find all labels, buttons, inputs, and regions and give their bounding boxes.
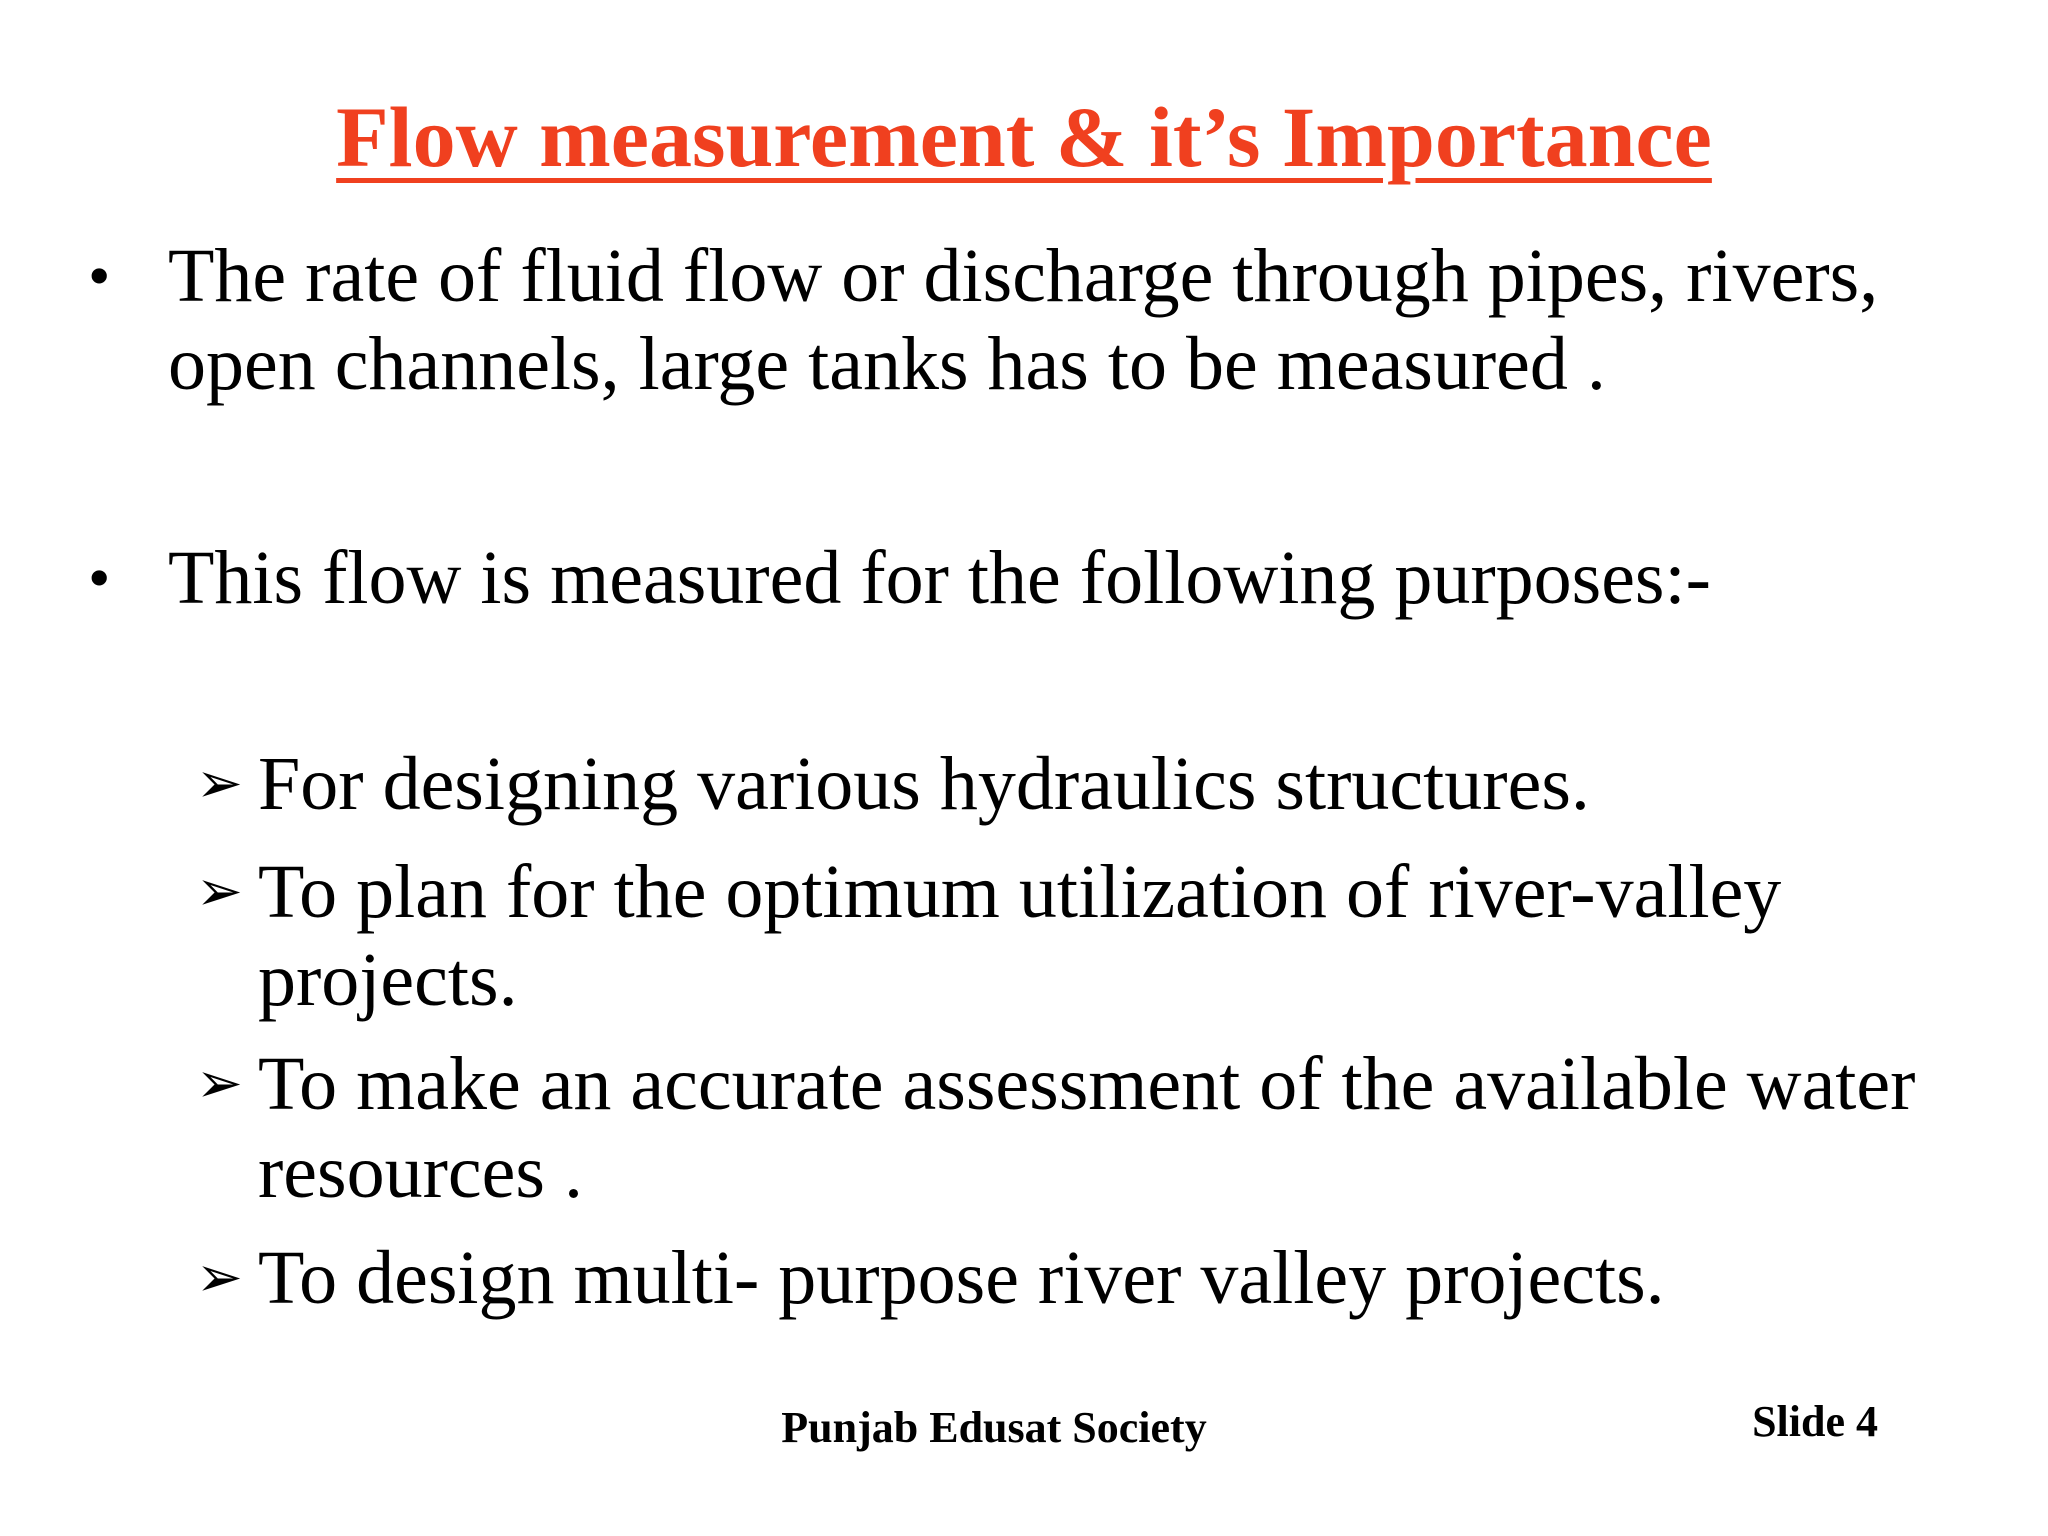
arrow-bullet-icon: ➢ [196, 1051, 243, 1116]
bullet-dot-icon: • [88, 542, 111, 613]
slide-title: Flow measurement & it’s Importance [336, 89, 1712, 185]
sub-bullet-item [196, 1040, 1976, 1216]
sub-bullet-text: For designing various hydraulics structures. [258, 742, 1590, 826]
bullet-dot-icon: • [88, 240, 111, 311]
bullet-text: The rate of fluid flow or discharge through pipes, rivers, open channels, large tanks has to be measured . [168, 234, 1879, 406]
sub-bullet-text: To design multi- purpose river valley projects. [258, 1236, 1665, 1320]
slide-number: Slide 4 [1752, 1397, 1878, 1446]
arrow-bullet-icon: ➢ [196, 859, 243, 924]
sub-bullet-text: To make an accurate assessment of the available water resources . [258, 1042, 1916, 1214]
footer-organization: Punjab Edusat Society [781, 1403, 1207, 1452]
bullet-item [88, 534, 1988, 622]
bullet-item [88, 232, 1988, 408]
sub-bullet-item [196, 1234, 1976, 1322]
arrow-bullet-icon: ➢ [196, 751, 243, 816]
sub-bullet-item [196, 740, 1976, 828]
sub-bullet-text: To plan for the optimum utilization of river-valley projects. [258, 850, 1782, 1022]
bullet-text: This flow is measured for the following purposes:- [168, 536, 1711, 620]
arrow-bullet-icon: ➢ [196, 1245, 243, 1310]
sub-bullet-item [196, 848, 1976, 1024]
